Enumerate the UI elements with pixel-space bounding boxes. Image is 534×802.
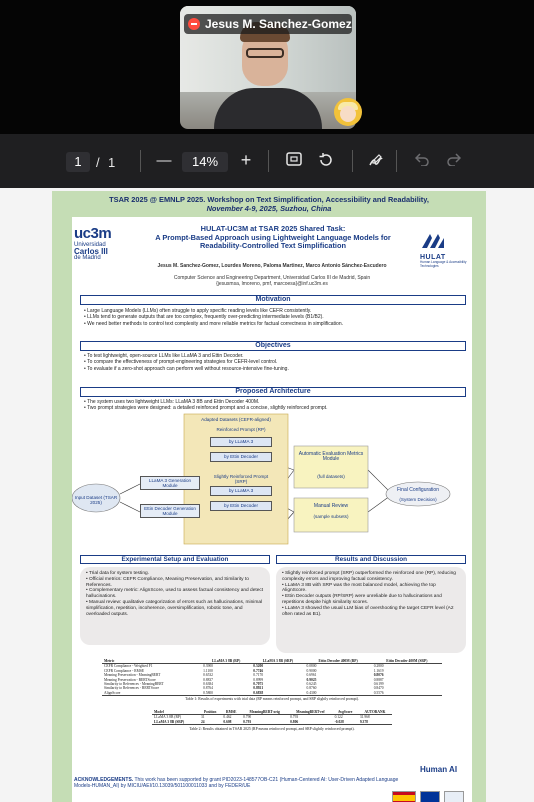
list-item: • Large Language Models (LLMs) often struggle to apply specific reading levels like CEFR consistently. [84, 308, 464, 314]
table-cell: 0.6961 [306, 673, 317, 678]
hulat-logo [420, 231, 470, 268]
table-cell: 0.6384 [203, 682, 213, 687]
final-config-sub: (System Decision) [399, 496, 437, 502]
list-item: • We need better methods to control text complexity and more reliable metrics for factual correctness in simplification. [84, 321, 464, 327]
mic-muted-icon [188, 18, 200, 30]
conference-header [52, 195, 486, 213]
list-item: • Two prompt strategies were designed: a detailed reinforced prompt and a concise, slightly reinforced prompt. [84, 405, 464, 411]
table-header: Ettin Decoder 400M (SRP) [372, 659, 442, 664]
table-cell: Meaning Preservation - BERTScore [104, 677, 156, 682]
table-cell: 0.8921 [253, 686, 264, 691]
table-cell: 0.8760 [306, 686, 317, 691]
list-item: • Official metrics: CEFR Compliance, Meaning Preservation, and Similarity to References. [86, 577, 264, 589]
setup-heading: Experimental Setup and Evaluation [80, 555, 270, 564]
table-cell: 0.5200 [253, 664, 264, 669]
list-item: • The system uses two lightweight LLMs: LLaMA 3 8B and Ettin Decoder 400M. [84, 399, 464, 405]
table-header: MeaningBERT-orig [241, 710, 288, 715]
table-cell: 0.9000 [306, 668, 317, 673]
table-cell: 0.6199 [373, 682, 384, 687]
table-cell: 0.7746 [253, 668, 264, 673]
table-cell: 24 [200, 719, 205, 724]
eu-flag-icon [420, 791, 440, 802]
list-item: • LLaMA 3 8B with SRP was the most balanced model, achieving the top AlignScore. [282, 583, 460, 595]
table-cell: 0.9025 [306, 677, 317, 682]
table-2-caption: Table 2: Results obtained in TSAR 2025 (RP means reinforced prompt, and SRP slightly reinforced prompt). [189, 727, 355, 731]
list-item: • Slightly reinforced prompt (SRP) outperformed the reinforced one (RP), reducing complexity errors and improving factual consistency. [282, 571, 460, 583]
participant-glasses [246, 48, 284, 58]
table-cell: CEFR Compliance - RMSE [104, 668, 145, 673]
page-separator: / [96, 155, 100, 170]
table-cell: 0.5576 [373, 690, 384, 695]
srp-llama-box: by LLaMA 3 [210, 486, 272, 496]
participant-name-tag [184, 14, 352, 34]
uc3m-logo-text: uc3m [74, 225, 112, 242]
results-table-2 [152, 710, 392, 725]
uc3m-logo-sub2: Carlos III [74, 246, 108, 256]
architecture-heading: Proposed Architecture [80, 387, 466, 397]
table-cell: -0.028 [334, 719, 344, 724]
table-header: AvgScore [333, 710, 358, 715]
table-cell: Similarity to References - MeaningBERT [104, 682, 164, 687]
table-cell: 0.8076 [373, 673, 384, 678]
table-cell: 0.806 [290, 719, 299, 724]
auto-eval-label: Automatic Evaluation Metrics Module [298, 450, 364, 462]
table-cell: 1.1619 [373, 668, 384, 673]
table-cell: 0.122 [334, 715, 343, 720]
toolbar-divider [140, 150, 141, 172]
list-item: • To compare the effectiveness of prompt-engineering strategies for CEFR-level control. [84, 359, 464, 365]
video-area [0, 0, 534, 134]
objectives-heading: Objectives [80, 341, 466, 351]
zoom-out-icon[interactable]: — [156, 152, 172, 169]
final-config-label: Final Configuration [397, 487, 439, 494]
uc3m-logo-sub1: Universidad [74, 242, 106, 248]
results-list [276, 567, 466, 653]
acknowledgements-text: This work has been supported by grant PID2023-148577OB-C21 (Human-Centered AI: User-Driven Adapted Language Models-HUMAN_AI) by MICIU/AEI/10.13039/501100011033 and by FEDER/UE [74, 777, 399, 789]
input-dataset-label: Input Dataset (TSAR 2025) [74, 494, 118, 505]
rotate-icon[interactable] [316, 152, 336, 173]
table-row [102, 691, 442, 696]
annotate-icon[interactable] [366, 152, 386, 173]
table-header: MeaningBERT-ref [288, 710, 332, 715]
table-cell: LLaMA 3 8B (SRP) [154, 719, 185, 724]
humanai-logo: Human AI [420, 765, 458, 774]
acknowledgements-title: ACKNOWLEDGEMENTS. [74, 777, 134, 783]
table-cell: 0.0800 [306, 664, 317, 669]
page-number-input[interactable]: 1 [66, 152, 90, 172]
toolbar-divider [268, 150, 269, 172]
authors: Jesus M. Sanchez-Gomez, Lourdes Moreno, Paloma Martinez, Marco Antonio Sánchez-Escudero [157, 263, 387, 269]
conference-line-2: November 4-9, 2025, Suzhou, China [206, 204, 332, 213]
conference-line-1: TSAR 2025 @ EMNLP 2025. Workshop on Text Simplification, Accessibility and Readability, [109, 195, 429, 204]
rp-llama-box: by LLaMA 3 [210, 437, 272, 447]
list-item: • To test lightweight, open-source LLMs like LLaMA 3 and Ettin Decoder. [84, 353, 464, 359]
rp-ettin-box: by Ettin Decoder [210, 452, 272, 462]
table-cell: 0.8764 [203, 686, 213, 691]
participant-video[interactable] [180, 6, 356, 129]
table-cell: 0.7170 [253, 673, 264, 678]
motivation-list [84, 308, 464, 327]
hulat-logo-text: HULAT [420, 254, 446, 261]
affiliation-line-2: {jesusmsa, lmoreno, pmf, marcoesa}@inf.uc3m.es [216, 281, 328, 287]
motivation-heading: Motivation [80, 295, 466, 305]
table-row [152, 720, 392, 725]
manual-review-label: Manual Review [313, 503, 349, 510]
manual-review-sub: (sample subsets) [313, 514, 349, 520]
table-cell: 31.968 [359, 715, 370, 720]
participant-body [214, 88, 322, 129]
table-cell: Meaning Preservation - MeaningBERT [104, 673, 161, 678]
table-cell: 31 [200, 715, 205, 720]
participant-name: Jesus M. Sanchez-Gomez [205, 17, 352, 31]
table-header: RMSE [221, 710, 241, 715]
hulat-logo-mark [420, 231, 446, 249]
zoom-in-icon[interactable]: + [240, 150, 252, 170]
list-item: • Trial data for system testing. [86, 571, 264, 577]
srp-ettin-box: by Ettin Decoder [210, 501, 272, 511]
table-cell: 0.6245 [306, 682, 317, 687]
auto-eval-sub: (full datasets) [317, 474, 345, 480]
table-header: Model [152, 710, 199, 715]
uc3m-logo [74, 225, 120, 262]
title-line-2: A Prompt-Based Approach using Lightweight Language Models for [155, 232, 391, 242]
self-avatar[interactable] [334, 98, 362, 126]
toolbar-divider [396, 150, 397, 172]
table-cell: 9.378 [359, 719, 368, 724]
table-cell: 0.790 [243, 715, 252, 720]
ettin-module: Ettin Decoder Generation Module [140, 504, 200, 518]
table-cell: 1.1100 [203, 668, 213, 673]
poster-title [130, 225, 416, 251]
table-header: Metric [102, 659, 201, 664]
table-cell: 0.793 [243, 719, 252, 724]
table-header: AUTORANK [358, 710, 392, 715]
zoom-level-input[interactable]: 14% [182, 152, 228, 172]
affiliation [122, 275, 422, 287]
table-header: Position [199, 710, 221, 715]
list-item: • Complementary metric: AlignScore, used to assess factual consistency and detect hallucinations. [86, 588, 264, 600]
table-1-caption: Table 1: Results of experiments with trial data (RP means reinforced prompt, and SRP slightly reinforced prompt). [185, 697, 359, 701]
avatar-face [340, 106, 356, 122]
table-cell: AlignScore [104, 690, 121, 695]
table-cell: CEFR Compliance - Weighted F1 [104, 664, 153, 669]
fit-page-icon[interactable] [284, 152, 304, 171]
poster-sheet [72, 217, 472, 802]
table-cell: 0.8887 [373, 677, 384, 682]
adapted-datasets-title: Adapted Datasets (CEFR-aligned) [201, 416, 271, 422]
list-item: • LLaMA 3 showed the usual LLM bias of overshooting the target CEFR level (A2 often rated as B1). [282, 606, 460, 618]
table-cell: 0.3900 [203, 664, 213, 669]
table-cell: 0.462 [223, 715, 232, 720]
table-cell: 0.5800 [203, 690, 213, 695]
table-cell: 0.8999 [253, 677, 264, 682]
title-line-3: Readability-Controlled Text Simplification [199, 241, 347, 251]
list-item: • Manual review: qualitative categorization of errors such as hallucinations, minimal simplification, repetition, incoherence, oversimplification, robotic tone, and overloaded outputs. [86, 600, 264, 617]
uc3m-logo-sub3: de Madrid [74, 255, 101, 261]
affiliation-line-1: Computer Science and Engineering Department, Universidad Carlos III de Madrid, Spain [173, 275, 371, 281]
table-cell: 0.7075 [253, 682, 264, 687]
list-item: • Ettin Decoder outputs (RP/SRP) were unreliable due to hallucinations and repetitions despite high similarity scores. [282, 594, 460, 606]
table-header: Ettin Decoder 400M (RP) [305, 659, 372, 664]
rp-label: Reinforced Prompt (RP) [216, 427, 266, 433]
srp-label: Slightly Reinforced Prompt (SRP) [213, 473, 269, 484]
table-header: LLaMA 3 8B (RP) [201, 659, 251, 664]
table-cell: LLaMA 3 8B (RP) [154, 715, 182, 720]
table-cell: Similarity to References - BERTScore [104, 686, 160, 691]
table-header: LLaMA 3 8B (SRP) [251, 659, 304, 664]
table-cell: 0.8837 [203, 677, 213, 682]
table-cell: 0.2800 [373, 664, 384, 669]
table-cell: 0.4300 [306, 690, 317, 695]
redo-icon[interactable] [444, 152, 464, 171]
table-cell: 0.608 [223, 719, 232, 724]
setup-list [80, 567, 270, 645]
objectives-list [84, 353, 464, 372]
hulat-logo-sub: Human Language & Accessibility Technologies [420, 260, 467, 268]
list-item: • To evaluate if a zero-shot approach can perform well without resource-intensive fine-tuning. [84, 366, 464, 372]
page-total: 1 [108, 155, 116, 170]
list-item: • LLMs tend to generate outputs that are too complex, frequently over-predicting intermediate levels (B1/B2). [84, 314, 464, 320]
toolbar-divider [352, 150, 353, 172]
results-table-1 [102, 659, 442, 696]
table-cell: 0.8470 [373, 686, 384, 691]
spain-flag-icon [392, 791, 416, 802]
llama-module: LLaMA 3 Generation Module [140, 476, 200, 490]
acknowledgements [74, 777, 404, 789]
aei-logo-icon [444, 791, 464, 802]
poster-page [52, 191, 486, 802]
table-cell: 0.6838 [253, 690, 264, 695]
title-line-1: HULAT-UC3M at TSAR 2025 Shared Task: [200, 224, 346, 233]
table-cell: 0.6532 [203, 673, 213, 678]
architecture-list [84, 399, 464, 412]
table-cell: 0.793 [290, 715, 299, 720]
results-heading: Results and Discussion [276, 555, 466, 564]
undo-icon[interactable] [412, 152, 432, 171]
architecture-diagram [72, 412, 472, 547]
